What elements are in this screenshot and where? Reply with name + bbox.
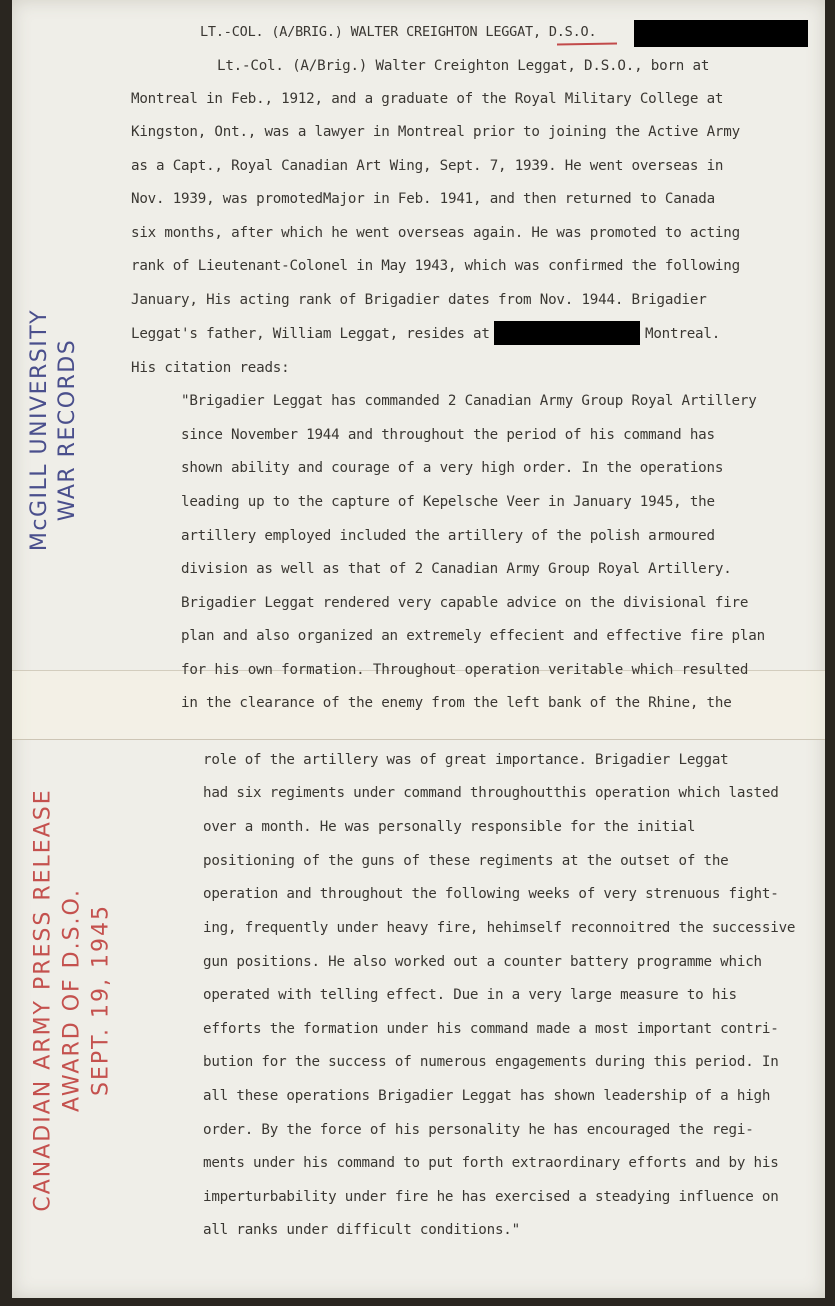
handwritten-line: AWARD OF D.S.O. xyxy=(59,888,85,1112)
body-line: six months, after which he went overseas again. He was promoted to acting xyxy=(131,225,740,241)
citation-line: had six regiments under command throughoutthis operation which lasted xyxy=(203,785,779,801)
redaction-bar xyxy=(494,321,640,345)
body-line: Kingston, Ont., was a lawyer in Montreal prior to joining the Active Army xyxy=(131,124,740,140)
citation-line: for his own formation. Throughout operation veritable which resulted xyxy=(181,662,749,678)
citation-line: efforts the formation under his command made a most important contri- xyxy=(203,1021,779,1037)
citation-line: order. By the force of his personality he has encouraged the regi- xyxy=(203,1122,754,1138)
document-title: LT.-COL. (A/BRIG.) WALTER CREIGHTON LEGGAT, D.S.O. xyxy=(200,24,597,40)
citation-line: positioning of the guns of these regiments at the outset of the xyxy=(203,853,729,869)
citation-line: over a month. He was personally responsible for the initial xyxy=(203,819,696,835)
citation-line: all these operations Brigadier Leggat has shown leadership of a high xyxy=(203,1088,771,1104)
citation-line: "Brigadier Leggat has commanded 2 Canadian Army Group Royal Artillery xyxy=(181,393,757,409)
citation-line: operated with telling effect. Due in a very large measure to his xyxy=(203,987,737,1003)
stamp-line: WAR RECORDS xyxy=(55,338,80,522)
stamp-line: McGILL UNIVERSITY xyxy=(27,308,52,552)
citation-line: imperturbability under fire he has exercised a steadying influence on xyxy=(203,1189,779,1205)
body-line: Nov. 1939, was promotedMajor in Feb. 1941, and then returned to Canada xyxy=(131,191,715,207)
citation-line: role of the artillery was of great importance. Brigadier Leggat xyxy=(203,752,729,768)
body-line: Montreal in Feb., 1912, and a graduate of the Royal Military College at xyxy=(131,91,724,107)
citation-line: bution for the success of numerous engagements during this period. In xyxy=(203,1054,779,1070)
handwritten-line: SEPT. 19, 1945 xyxy=(88,904,114,1096)
handwritten-note xyxy=(29,788,116,1211)
body-line: Montreal. xyxy=(645,326,721,342)
citation-line: artillery employed included the artillery of the polish armoured xyxy=(181,528,715,544)
body-line: Lt.-Col. (A/Brig.) Walter Creighton Leggat, D.S.O., born at xyxy=(217,58,710,74)
body-line: Leggat's father, William Leggat, resides at xyxy=(131,326,490,342)
body-line: January, His acting rank of Brigadier dates from Nov. 1944. Brigadier xyxy=(131,292,707,308)
citation-line: in the clearance of the enemy from the left bank of the Rhine, the xyxy=(181,695,732,711)
citation-line: plan and also organized an extremely effecient and effective fire plan xyxy=(181,628,765,644)
citation-line: leading up to the capture of Kepelsche Veer in January 1945, the xyxy=(181,494,715,510)
citation-line: ments under his command to put forth extraordinary efforts and by his xyxy=(203,1155,779,1171)
citation-line: operation and throughout the following weeks of very strenuous fight- xyxy=(203,886,779,902)
citation-line: gun positions. He also worked out a counter battery programme which xyxy=(203,954,762,970)
citation-line: since November 1944 and throughout the period of his command has xyxy=(181,427,715,443)
redaction-bar xyxy=(634,20,808,47)
archive-stamp xyxy=(26,309,82,551)
citation-line: shown ability and courage of a very high order. In the operations xyxy=(181,460,724,476)
citation-line: Brigadier Leggat rendered very capable advice on the divisional fire xyxy=(181,595,749,611)
body-line: as a Capt., Royal Canadian Art Wing, Sept. 7, 1939. He went overseas in xyxy=(131,158,724,174)
citation-line: all ranks under difficult conditions." xyxy=(203,1222,520,1238)
citation-line: division as well as that of 2 Canadian Army Group Royal Artillery. xyxy=(181,561,732,577)
citation-line: ing, frequently under heavy fire, hehimself reconnoitred the successive xyxy=(203,920,796,936)
body-line: rank of Lieutenant-Colonel in May 1943, which was confirmed the following xyxy=(131,258,740,274)
handwritten-line: CANADIAN ARMY PRESS RELEASE xyxy=(30,788,56,1212)
body-line: His citation reads: xyxy=(131,360,290,376)
